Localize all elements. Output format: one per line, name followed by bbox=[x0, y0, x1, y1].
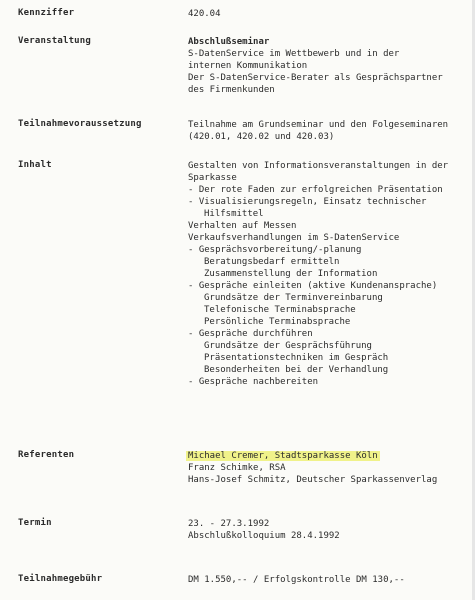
inhalt-subline: Grundsätze der Terminvereinbarung bbox=[204, 293, 383, 303]
teilnahmegebuehr-value-block bbox=[188, 574, 405, 586]
inhalt-subline: Grundsätze der Gesprächsführung bbox=[204, 341, 372, 351]
inhalt-bullet: - Visualisierungsregeln, Einsatz technischer bbox=[188, 197, 427, 207]
veranstaltung-title: Abschlußseminar bbox=[188, 37, 270, 47]
veranstaltung-line: Der S-DatenService-Berater als Gesprächspartner bbox=[188, 73, 443, 83]
inhalt-bullet: - Gespräche nachbereiten bbox=[188, 377, 319, 387]
inhalt-subline: Zusammenstellung der Information bbox=[204, 269, 378, 279]
teilnahmevoraussetzung-label: Teilnahmevoraussetzung bbox=[18, 119, 142, 129]
veranstaltung-line: internen Kommunikation bbox=[188, 61, 308, 71]
kennziffer-value: 420.04 bbox=[188, 9, 221, 19]
highlighter-mark: Michael Cremer, Stadtsparkasse Köln bbox=[188, 451, 378, 461]
inhalt-subline: Präsentationstechniken im Gespräch bbox=[204, 353, 389, 363]
inhalt-subline: Besonderheiten bei der Verhandlung bbox=[204, 365, 389, 375]
teilnahmegebuehr-value: DM 1.550,-- / Erfolgskontrolle DM 130,-- bbox=[188, 575, 405, 585]
termin-value-block bbox=[188, 518, 340, 542]
inhalt-bullet: - Gespräche einleiten (aktive Kundenansprache) bbox=[188, 281, 438, 291]
termin-line: 23. - 27.3.1992 bbox=[188, 519, 270, 529]
inhalt-line: Verkaufsverhandlungen im S-DatenService bbox=[188, 233, 400, 243]
inhalt-subline: Hilfsmittel bbox=[204, 209, 264, 219]
inhalt-line: Verhalten auf Messen bbox=[188, 221, 297, 231]
referent-line: Franz Schimke, RSA bbox=[188, 463, 286, 473]
inhalt-bullet: - Der rote Faden zur erfolgreichen Präsentation bbox=[188, 185, 443, 195]
termin-line: Abschlußkolloquium 28.4.1992 bbox=[188, 531, 340, 541]
inhalt-subline: Beratungsbedarf ermitteln bbox=[204, 257, 340, 267]
kennziffer-label: Kennziffer bbox=[18, 8, 75, 18]
teilnahmevoraussetzung-value-block bbox=[188, 119, 448, 143]
teilnahmegebuehr-label: Teilnahmegebühr bbox=[18, 574, 103, 584]
referent-line: Hans-Josef Schmitz, Deutscher Sparkassenverlag bbox=[188, 475, 438, 485]
teilnahmevoraussetzung-line: Teilnahme am Grundseminar und den Folgeseminaren bbox=[188, 120, 449, 130]
veranstaltung-label: Veranstaltung bbox=[18, 36, 92, 46]
referent-line-highlighted bbox=[188, 450, 437, 462]
teilnahmevoraussetzung-line: (420.01, 420.02 und 420.03) bbox=[188, 132, 335, 142]
referenten-value-block bbox=[188, 450, 437, 486]
kennziffer-value-block bbox=[188, 8, 221, 20]
veranstaltung-line: des Firmenkunden bbox=[188, 85, 275, 95]
inhalt-value-block bbox=[188, 160, 448, 388]
termin-label: Termin bbox=[18, 518, 52, 528]
inhalt-bullet: - Gespräche durchführen bbox=[188, 329, 313, 339]
referenten-label: Referenten bbox=[18, 450, 75, 460]
veranstaltung-line: S-DatenService im Wettbewerb und in der bbox=[188, 49, 400, 59]
veranstaltung-value-block bbox=[188, 36, 443, 96]
inhalt-bullet: - Gesprächsvorbereitung/-planung bbox=[188, 245, 362, 255]
inhalt-line: Sparkasse bbox=[188, 173, 237, 183]
inhalt-line: Gestalten von Informationsveranstaltungen in der bbox=[188, 161, 449, 171]
inhalt-subline: Persönliche Terminabsprache bbox=[204, 317, 351, 327]
inhalt-label: Inhalt bbox=[18, 160, 52, 170]
inhalt-subline: Telefonische Terminabsprache bbox=[204, 305, 356, 315]
